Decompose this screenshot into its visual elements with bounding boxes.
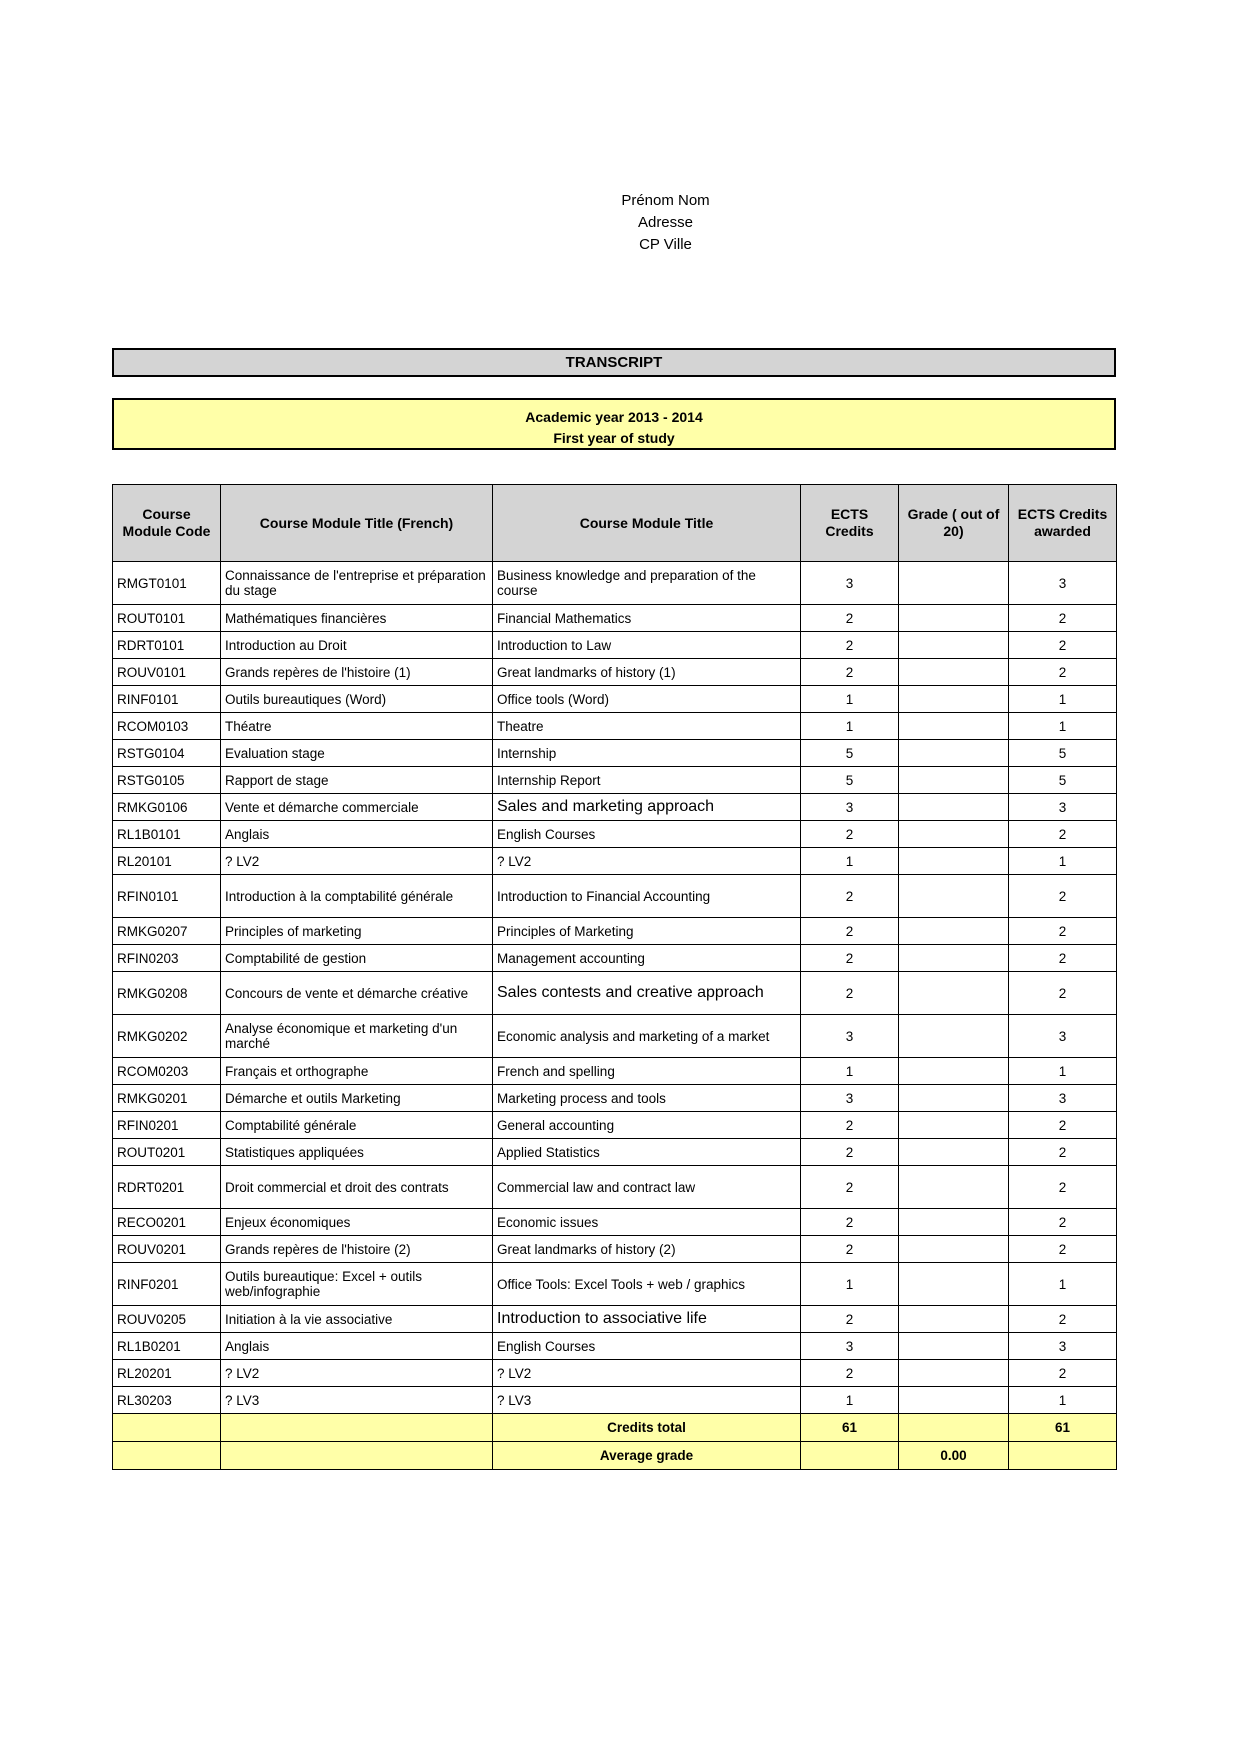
average-grade-row [113,1442,1117,1470]
cell-totals-ects [801,1442,899,1470]
cell-title-fr: Démarche et outils Marketing [221,1085,493,1112]
cell-course-code: ROUT0101 [113,605,221,632]
table-row [113,1085,1117,1112]
cell-ects-credits: 2 [801,1209,899,1236]
cell-ects-credits: 3 [801,1333,899,1360]
cell-title-fr: Statistiques appliquées [221,1139,493,1166]
table-row [113,972,1117,1015]
academic-year-banner [112,398,1116,450]
cell-grade [899,821,1009,848]
cell-title-en: Sales and marketing approach [493,794,801,821]
cell-course-code: RFIN0201 [113,1112,221,1139]
cell-totals-grade: 0.00 [899,1442,1009,1470]
cell-ects-awarded: 1 [1009,1263,1117,1306]
cell-title-en: Introduction to Financial Accounting [493,875,801,918]
cell-title-fr: Théatre [221,713,493,740]
cell-grade [899,848,1009,875]
cell-course-code: RL1B0101 [113,821,221,848]
cell-ects-credits: 1 [801,848,899,875]
cell-title-fr: Initiation à la vie associative [221,1306,493,1333]
table-row [113,605,1117,632]
cell-title-fr: ? LV2 [221,1360,493,1387]
cell-ects-awarded: 1 [1009,686,1117,713]
cell-title-fr: Français et orthographe [221,1058,493,1085]
cell-title-en: Great landmarks of history (1) [493,659,801,686]
cell-title-en: Office Tools: Excel Tools + web / graphics [493,1263,801,1306]
cell-course-code: RL20201 [113,1360,221,1387]
address-block [0,190,1241,256]
cell-ects-credits: 2 [801,1139,899,1166]
cell-title-fr: Enjeux économiques [221,1209,493,1236]
cell-grade [899,1209,1009,1236]
cell-grade [899,1263,1009,1306]
table-row [113,1387,1117,1414]
address-line-name: Prénom Nom [621,192,710,209]
cell-title-en: Theatre [493,713,801,740]
cell-course-code: RDRT0101 [113,632,221,659]
cell-course-code: RSTG0105 [113,767,221,794]
cell-course-code: RFIN0203 [113,945,221,972]
cell-title-en: ? LV2 [493,848,801,875]
cell-grade [899,562,1009,605]
cell-blank [221,1414,493,1442]
cell-totals-ects: 61 [801,1414,899,1442]
table-row [113,1263,1117,1306]
cell-ects-awarded: 2 [1009,1209,1117,1236]
cell-totals-grade [899,1414,1009,1442]
cell-title-en: Sales contests and creative approach [493,972,801,1015]
cell-title-fr: ? LV3 [221,1387,493,1414]
cell-course-code: RMKG0201 [113,1085,221,1112]
table-body [113,562,1117,1470]
table-row [113,562,1117,605]
table-row [113,1139,1117,1166]
cell-title-en: French and spelling [493,1058,801,1085]
cell-grade [899,767,1009,794]
cell-ects-credits: 5 [801,740,899,767]
cell-course-code: RMKG0208 [113,972,221,1015]
cell-ects-awarded: 2 [1009,821,1117,848]
cell-blank [113,1414,221,1442]
cell-grade [899,875,1009,918]
cell-ects-credits: 2 [801,1360,899,1387]
cell-title-en: Applied Statistics [493,1139,801,1166]
cell-title-fr: Mathématiques financières [221,605,493,632]
cell-course-code: RECO0201 [113,1209,221,1236]
cell-ects-awarded: 2 [1009,972,1117,1015]
cell-title-en: English Courses [493,1333,801,1360]
cell-ects-credits: 1 [801,713,899,740]
cell-title-fr: Anglais [221,821,493,848]
cell-ects-awarded: 5 [1009,740,1117,767]
cell-ects-awarded: 3 [1009,1085,1117,1112]
cell-ects-awarded: 1 [1009,1058,1117,1085]
cell-course-code: RCOM0203 [113,1058,221,1085]
cell-title-en: Principles of Marketing [493,918,801,945]
cell-ects-awarded: 1 [1009,848,1117,875]
cell-course-code: RMKG0207 [113,918,221,945]
cell-course-code: RFIN0101 [113,875,221,918]
cell-title-en: Marketing process and tools [493,1085,801,1112]
cell-grade [899,794,1009,821]
cell-ects-credits: 3 [801,1015,899,1058]
cell-ects-awarded: 2 [1009,1236,1117,1263]
cell-grade [899,605,1009,632]
cell-ects-awarded: 1 [1009,1387,1117,1414]
table-row [113,1236,1117,1263]
cell-ects-awarded: 2 [1009,1306,1117,1333]
cell-ects-awarded: 3 [1009,1333,1117,1360]
cell-ects-credits: 2 [801,821,899,848]
cell-title-en: ? LV2 [493,1360,801,1387]
cell-ects-credits: 2 [801,972,899,1015]
cell-ects-awarded: 2 [1009,605,1117,632]
cell-title-en: Internship Report [493,767,801,794]
cell-ects-awarded: 2 [1009,1166,1117,1209]
cell-ects-awarded: 2 [1009,632,1117,659]
transcript-table [112,484,1117,1470]
cell-ects-credits: 2 [801,632,899,659]
cell-ects-credits: 2 [801,875,899,918]
cell-ects-awarded: 2 [1009,875,1117,918]
cell-course-code: RCOM0103 [113,713,221,740]
header-ects-credits: ECTS Credits [801,485,899,562]
cell-title-en: Commercial law and contract law [493,1166,801,1209]
cell-course-code: RMGT0101 [113,562,221,605]
cell-ects-credits: 2 [801,945,899,972]
cell-ects-awarded: 2 [1009,918,1117,945]
cell-grade [899,713,1009,740]
cell-title-en: English Courses [493,821,801,848]
cell-grade [899,1333,1009,1360]
cell-totals-label: Credits total [493,1414,801,1442]
cell-totals-awarded: 61 [1009,1414,1117,1442]
cell-ects-awarded: 1 [1009,713,1117,740]
cell-ects-credits: 5 [801,767,899,794]
cell-grade [899,1387,1009,1414]
cell-grade [899,918,1009,945]
table-row [113,1333,1117,1360]
cell-ects-awarded: 5 [1009,767,1117,794]
cell-grade [899,945,1009,972]
cell-ects-credits: 2 [801,659,899,686]
cell-title-fr: Analyse économique et marketing d'un marché [221,1015,493,1058]
cell-title-fr: Grands repères de l'histoire (2) [221,1236,493,1263]
cell-grade [899,1360,1009,1387]
table-row [113,1112,1117,1139]
cell-ects-awarded: 3 [1009,794,1117,821]
header-course-code: Course Module Code [113,485,221,562]
cell-totals-label: Average grade [493,1442,801,1470]
cell-grade [899,1306,1009,1333]
cell-ects-credits: 2 [801,1166,899,1209]
cell-title-en: Economic issues [493,1209,801,1236]
cell-grade [899,1112,1009,1139]
cell-grade [899,1236,1009,1263]
header-ects-awarded: ECTS Credits awarded [1009,485,1117,562]
cell-title-en: Internship [493,740,801,767]
cell-grade [899,740,1009,767]
table-row [113,918,1117,945]
cell-title-en: Business knowledge and preparation of the course [493,562,801,605]
cell-course-code: ROUV0205 [113,1306,221,1333]
table-row [113,1015,1117,1058]
cell-course-code: RINF0101 [113,686,221,713]
cell-grade [899,1139,1009,1166]
table-row [113,659,1117,686]
cell-course-code: RSTG0104 [113,740,221,767]
cell-grade [899,1166,1009,1209]
cell-title-fr: Anglais [221,1333,493,1360]
cell-title-en: Financial Mathematics [493,605,801,632]
cell-title-fr: Concours de vente et démarche créative [221,972,493,1015]
address-line-city: CP Ville [639,236,692,253]
cell-ects-credits: 2 [801,1306,899,1333]
transcript-title-banner: TRANSCRIPT [112,348,1116,377]
cell-title-fr: ? LV2 [221,848,493,875]
cell-ects-credits: 1 [801,686,899,713]
table-row [113,821,1117,848]
cell-title-en: Management accounting [493,945,801,972]
cell-ects-awarded: 3 [1009,1015,1117,1058]
table-row [113,632,1117,659]
cell-course-code: RL1B0201 [113,1333,221,1360]
cell-title-fr: Evaluation stage [221,740,493,767]
cell-ects-awarded: 3 [1009,562,1117,605]
cell-grade [899,632,1009,659]
cell-title-fr: Rapport de stage [221,767,493,794]
cell-ects-credits: 3 [801,562,899,605]
cell-title-fr: Comptabilité générale [221,1112,493,1139]
academic-year-line: Academic year 2013 - 2014 [525,409,703,425]
credits-total-row [113,1414,1117,1442]
cell-ects-credits: 2 [801,1236,899,1263]
table-row [113,875,1117,918]
table-row [113,1166,1117,1209]
cell-title-fr: Outils bureautiques (Word) [221,686,493,713]
cell-grade [899,659,1009,686]
cell-ects-awarded: 2 [1009,1360,1117,1387]
cell-ects-awarded: 2 [1009,1139,1117,1166]
table-row [113,767,1117,794]
table-row [113,1209,1117,1236]
table-row [113,848,1117,875]
cell-title-fr: Introduction au Droit [221,632,493,659]
cell-title-fr: Introduction à la comptabilité générale [221,875,493,918]
cell-ects-credits: 1 [801,1263,899,1306]
cell-ects-credits: 3 [801,1085,899,1112]
cell-title-en: Introduction to Law [493,632,801,659]
table-row [113,713,1117,740]
cell-totals-awarded [1009,1442,1117,1470]
cell-title-fr: Vente et démarche commerciale [221,794,493,821]
cell-title-en: Office tools (Word) [493,686,801,713]
cell-title-en: ? LV3 [493,1387,801,1414]
cell-course-code: RL20101 [113,848,221,875]
table-header-row [113,485,1117,562]
table-row [113,740,1117,767]
cell-course-code: RDRT0201 [113,1166,221,1209]
cell-grade [899,972,1009,1015]
cell-course-code: RL30203 [113,1387,221,1414]
cell-title-en: Economic analysis and marketing of a market [493,1015,801,1058]
cell-title-fr: Comptabilité de gestion [221,945,493,972]
cell-title-fr: Grands repères de l'histoire (1) [221,659,493,686]
cell-course-code: ROUV0201 [113,1236,221,1263]
cell-blank [113,1442,221,1470]
cell-ects-awarded: 2 [1009,659,1117,686]
cell-grade [899,1015,1009,1058]
header-title-fr: Course Module Title (French) [221,485,493,562]
table-row [113,1058,1117,1085]
table-row [113,1306,1117,1333]
cell-title-fr: Connaissance de l'entreprise et préparation du stage [221,562,493,605]
address-line-street: Adresse [637,214,693,231]
table-row [113,686,1117,713]
table-row [113,794,1117,821]
cell-ects-credits: 3 [801,794,899,821]
cell-ects-credits: 1 [801,1387,899,1414]
cell-title-fr: Outils bureautique: Excel + outils web/infographie [221,1263,493,1306]
cell-course-code: RMKG0202 [113,1015,221,1058]
cell-course-code: ROUT0201 [113,1139,221,1166]
cell-title-en: Great landmarks of history (2) [493,1236,801,1263]
table-row [113,1360,1117,1387]
header-grade: Grade ( out of 20) [899,485,1009,562]
cell-title-fr: Droit commercial et droit des contrats [221,1166,493,1209]
cell-grade [899,686,1009,713]
cell-course-code: RMKG0106 [113,794,221,821]
cell-ects-awarded: 2 [1009,945,1117,972]
cell-ects-credits: 2 [801,605,899,632]
cell-blank [221,1442,493,1470]
cell-ects-credits: 1 [801,1058,899,1085]
cell-grade [899,1058,1009,1085]
cell-course-code: RINF0201 [113,1263,221,1306]
header-title-en: Course Module Title [493,485,801,562]
cell-title-en: Introduction to associative life [493,1306,801,1333]
table-row [113,945,1117,972]
year-of-study-line: First year of study [553,430,675,446]
cell-grade [899,1085,1009,1112]
cell-title-en: General accounting [493,1112,801,1139]
cell-title-fr: Principles of marketing [221,918,493,945]
cell-ects-credits: 2 [801,918,899,945]
cell-course-code: ROUV0101 [113,659,221,686]
cell-ects-credits: 2 [801,1112,899,1139]
cell-ects-awarded: 2 [1009,1112,1117,1139]
